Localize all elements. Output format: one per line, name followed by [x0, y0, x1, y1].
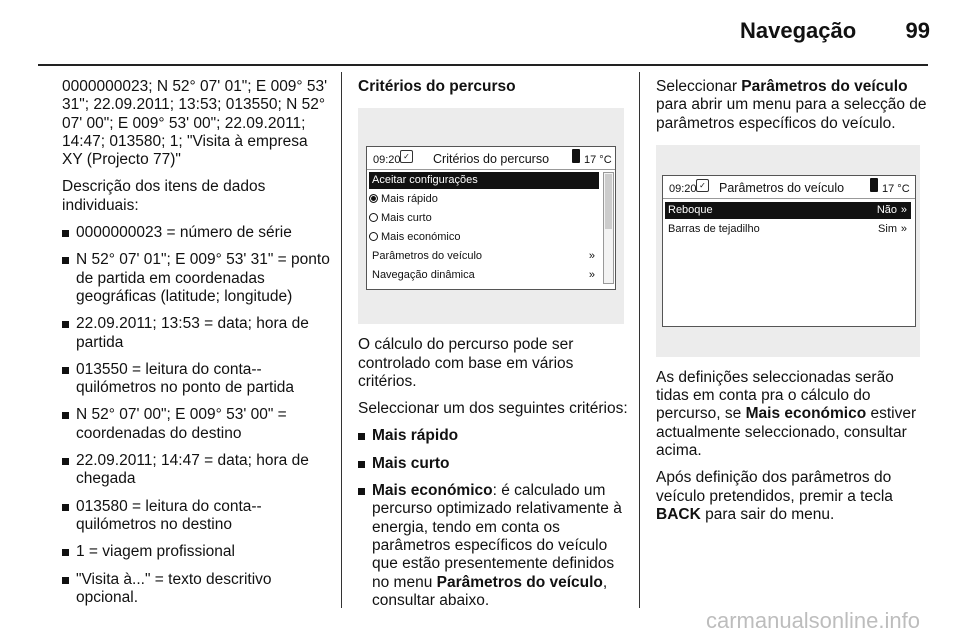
description-heading: Descrição dos itens de dados individuais: [62, 178, 266, 214]
list-item: 0000000023 = número de série [62, 224, 332, 242]
text-run: Após definição dos parâmetros do veículo pretendidos, premir a tecla [656, 469, 893, 505]
menu-item-label: Aceitar configurações [372, 174, 478, 187]
screen-temperature: 17 °C [584, 154, 612, 167]
section-title: Critérios do percurso [358, 78, 516, 95]
screen-title: Critérios do percurso [433, 152, 550, 167]
list-item [358, 427, 628, 445]
menu-item-economic[interactable] [369, 229, 599, 246]
list-item: 013580 = leitura do conta--quilómetros no destino [62, 498, 332, 535]
menu-reference: Parâmetros do veículo [436, 573, 603, 591]
header-rule [38, 64, 928, 66]
chevron-right-icon: » [588, 269, 595, 282]
column-divider-2 [639, 72, 640, 608]
menu-item-vehicle-parameters[interactable] [369, 248, 599, 265]
display-screen [366, 146, 616, 290]
menu-item-accept-settings[interactable] [369, 172, 599, 189]
screen-temperature: 17 °C [882, 182, 910, 195]
navigation-icon: ✓ [696, 179, 709, 192]
paragraph: O cálculo do percurso pode ser controlado com base em vários critérios. [358, 336, 574, 390]
menu-item-label: Mais curto [381, 212, 432, 225]
screen-clock: 09:20 [669, 182, 697, 195]
list-item [358, 482, 628, 610]
menu-item-trailer[interactable] [665, 202, 911, 219]
criteria-list [358, 427, 628, 610]
column-3 [656, 78, 928, 533]
chevron-right-icon: » [900, 203, 907, 216]
menu-item-dynamic-navigation[interactable] [369, 267, 599, 284]
option-economic-end: , consultar abaixo. [372, 573, 608, 609]
option-reference: Mais económico [745, 405, 867, 423]
chevron-right-icon: » [588, 250, 595, 263]
chevron-right-icon: » [900, 222, 907, 235]
menu-item-fastest[interactable] [369, 191, 599, 208]
list-item: 1 = viagem profissional [62, 543, 332, 561]
menu-item-roof-bars[interactable] [665, 221, 911, 238]
route-criteria-screenshot [358, 108, 624, 324]
column-1 [62, 78, 332, 616]
paragraph [656, 469, 928, 524]
phone-icon [870, 178, 878, 192]
menu-item-label: Navegação dinâmica [372, 269, 475, 282]
text-run: estiver actualmente seleccionado, consultar acima. [656, 405, 917, 460]
paragraph [656, 369, 928, 460]
menu-item-label: Mais económico [381, 231, 461, 244]
text-run: As definições seleccionadas serão tidas em conta pra o cálculo do percurso, se [656, 368, 894, 423]
data-record-example: 0000000023; N 52° 07' 01"; E 009° 53' 31"; 22.09.2011; 13:53; 013550; N 52° 07' 00"; E 009° 53' 00"; 22.09.2011; 14:47; 013580; 1; "Visita à empresa XY (Projecto 77)" [62, 78, 328, 169]
menu-item-label: Mais rápido [381, 193, 438, 206]
menu-item-label: Parâmetros do veículo [372, 250, 483, 263]
paragraph: Seleccionar um dos seguintes critérios: [358, 400, 628, 418]
option-fastest: Mais rápido [372, 427, 459, 445]
text-run: Seleccionar [656, 78, 742, 95]
page-number: 99 [905, 18, 930, 43]
list-item [358, 455, 628, 473]
screen-header [663, 176, 915, 199]
list-item: "Visita à..." = texto descritivo opcional. [62, 571, 332, 608]
screen-clock: 09:20 [373, 154, 401, 167]
scrollbar-thumb[interactable] [605, 174, 612, 229]
menu-item-value: Sim [878, 222, 897, 235]
display-screen [662, 175, 916, 327]
menu-reference: Parâmetros do veículo [741, 78, 908, 95]
list-item: N 52° 07' 00"; E 009° 53' 00" = coordenadas do destino [62, 406, 332, 443]
navigation-icon: ✓ [400, 150, 413, 163]
radio-icon [369, 213, 378, 222]
scrollbar[interactable] [603, 172, 614, 284]
option-shortest: Mais curto [372, 454, 450, 472]
text-run: para abrir um menu para a selecção de parâmetros específicos do veículo. [656, 96, 927, 132]
data-item-list [62, 224, 332, 607]
menu-item-shortest[interactable] [369, 210, 599, 227]
paragraph [656, 78, 928, 133]
column-divider-1 [341, 72, 342, 608]
list-item: 013550 = leitura do conta--quilómetros no ponto de partida [62, 361, 332, 398]
watermark: carmanualsonline.info [705, 608, 920, 633]
list-item: 22.09.2011; 14:47 = data; hora de chegada [62, 452, 332, 489]
phone-icon [572, 149, 580, 163]
screen-header [367, 147, 615, 170]
page-header-title: Navegação [740, 18, 857, 43]
option-economic-description: : é calculado um percurso optimizado relativamente à energia, tendo em conta os parâmetros específicos do veículo que estão presentemente definidos no menu [372, 482, 622, 591]
list-item: 22.09.2011; 13:53 = data; hora de partida [62, 315, 332, 352]
menu-item-label: Reboque [668, 203, 713, 216]
back-key-reference: BACK [656, 505, 701, 523]
option-economic: Mais económico [372, 482, 493, 500]
screen-title: Parâmetros do veículo [719, 180, 845, 195]
vehicle-parameters-screenshot [656, 145, 920, 357]
list-item: N 52° 07' 01"; E 009° 53' 31" = ponto de partida em coordenadas geográficas (latitude; longitude) [62, 251, 332, 306]
radio-selected-icon [369, 194, 378, 203]
column-2 [358, 78, 628, 619]
text-run: para sair do menu. [700, 505, 835, 523]
menu-item-label: Barras de tejadilho [668, 222, 760, 235]
radio-icon [369, 232, 378, 241]
menu-item-value: Não [876, 203, 897, 216]
